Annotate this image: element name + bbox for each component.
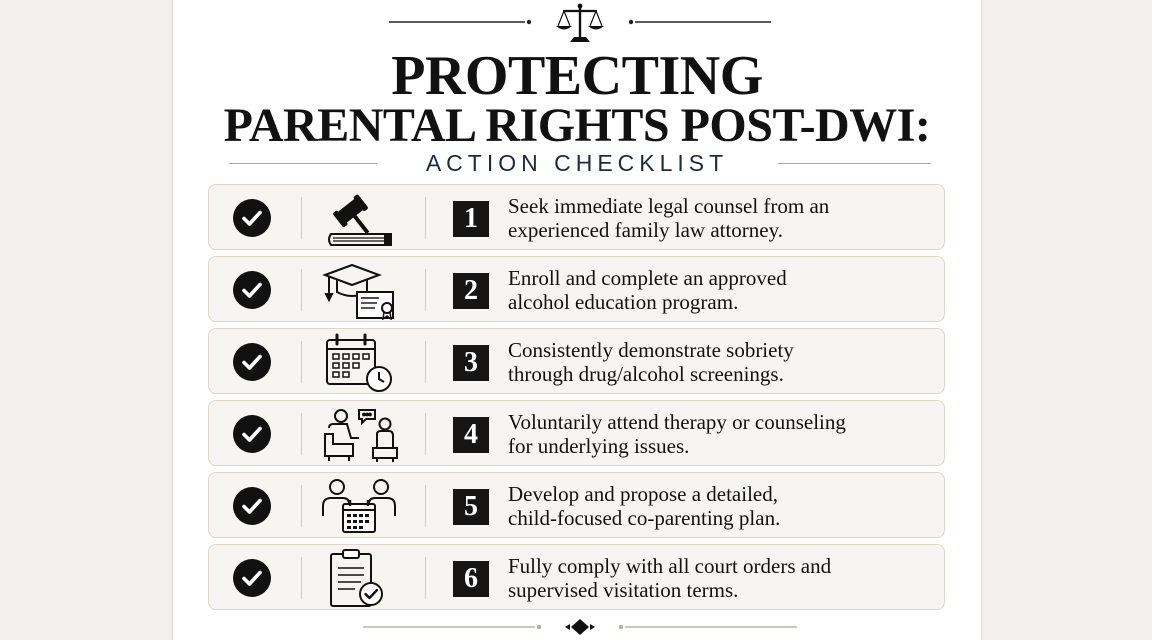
step-text	[508, 338, 938, 386]
divider	[425, 557, 426, 599]
step-text	[508, 194, 938, 242]
step-text-line-1: Voluntarily attend therapy or counseling	[508, 410, 846, 434]
check-circle-icon[interactable]	[233, 343, 271, 381]
step-text-line-2: experienced family law attorney.	[508, 218, 784, 242]
step-number-badge: 5	[453, 489, 489, 525]
step-text	[508, 410, 938, 458]
divider	[425, 485, 426, 527]
divider	[425, 341, 426, 383]
step-text-line-2: supervised visitation terms.	[508, 578, 739, 602]
step-text	[508, 554, 938, 602]
step-number-badge: 2	[453, 273, 489, 309]
title-line-2: PARENTAL RIGHTS POST-DWI:	[223, 99, 931, 152]
list-item	[208, 400, 945, 466]
scales-of-justice-icon	[556, 4, 604, 42]
step-text-line-1: Develop and propose a detailed,	[508, 482, 778, 506]
divider	[301, 341, 302, 383]
checklist-sheet	[173, 0, 981, 640]
subtitle: ACTION CHECKLIST	[425, 150, 729, 176]
step-number-badge: 4	[453, 417, 489, 453]
list-item	[208, 184, 945, 250]
list-item	[208, 256, 945, 322]
subtitle-row	[173, 147, 981, 179]
step-number-badge: 3	[453, 345, 489, 381]
step-text-line-1: Seek immediate legal counsel from an	[508, 194, 830, 218]
check-circle-icon[interactable]	[233, 559, 271, 597]
step-text-line-2: through drug/alcohol screenings.	[508, 362, 784, 386]
check-circle-icon[interactable]	[233, 487, 271, 525]
step-text-line-2: alcohol education program.	[508, 290, 739, 314]
co-parents-calendar-icon	[317, 476, 401, 536]
step-text	[508, 482, 938, 530]
step-text-line-2: for underlying issues.	[508, 434, 690, 458]
graduation-cap-certificate-icon	[317, 260, 401, 320]
step-text-line-1: Consistently demonstrate sobriety	[508, 338, 794, 362]
divider	[301, 557, 302, 599]
list-item	[208, 328, 945, 394]
divider	[301, 269, 302, 311]
bottom-ornament	[173, 612, 981, 640]
clipboard-check-icon	[317, 548, 401, 608]
divider	[301, 485, 302, 527]
list-item	[208, 472, 945, 538]
diamond-ornament-icon	[565, 619, 595, 635]
therapy-session-icon	[317, 404, 401, 464]
step-text-line-2: child-focused co-parenting plan.	[508, 506, 781, 530]
step-number-badge: 1	[453, 201, 489, 237]
divider	[301, 197, 302, 239]
step-text-line-1: Enroll and complete an approved	[508, 266, 787, 290]
divider	[301, 413, 302, 455]
gavel-on-book-icon	[317, 188, 401, 248]
check-circle-icon[interactable]	[233, 271, 271, 309]
title-line-1: PROTECTING	[391, 45, 763, 107]
list-item	[208, 544, 945, 610]
divider	[425, 197, 426, 239]
calendar-clock-icon	[317, 332, 401, 392]
top-ornament	[173, 0, 981, 50]
step-text	[508, 266, 938, 314]
divider	[425, 269, 426, 311]
step-number-badge: 6	[453, 561, 489, 597]
check-circle-icon[interactable]	[233, 415, 271, 453]
check-circle-icon[interactable]	[233, 199, 271, 237]
divider	[425, 413, 426, 455]
step-text-line-1: Fully comply with all court orders and	[508, 554, 832, 578]
